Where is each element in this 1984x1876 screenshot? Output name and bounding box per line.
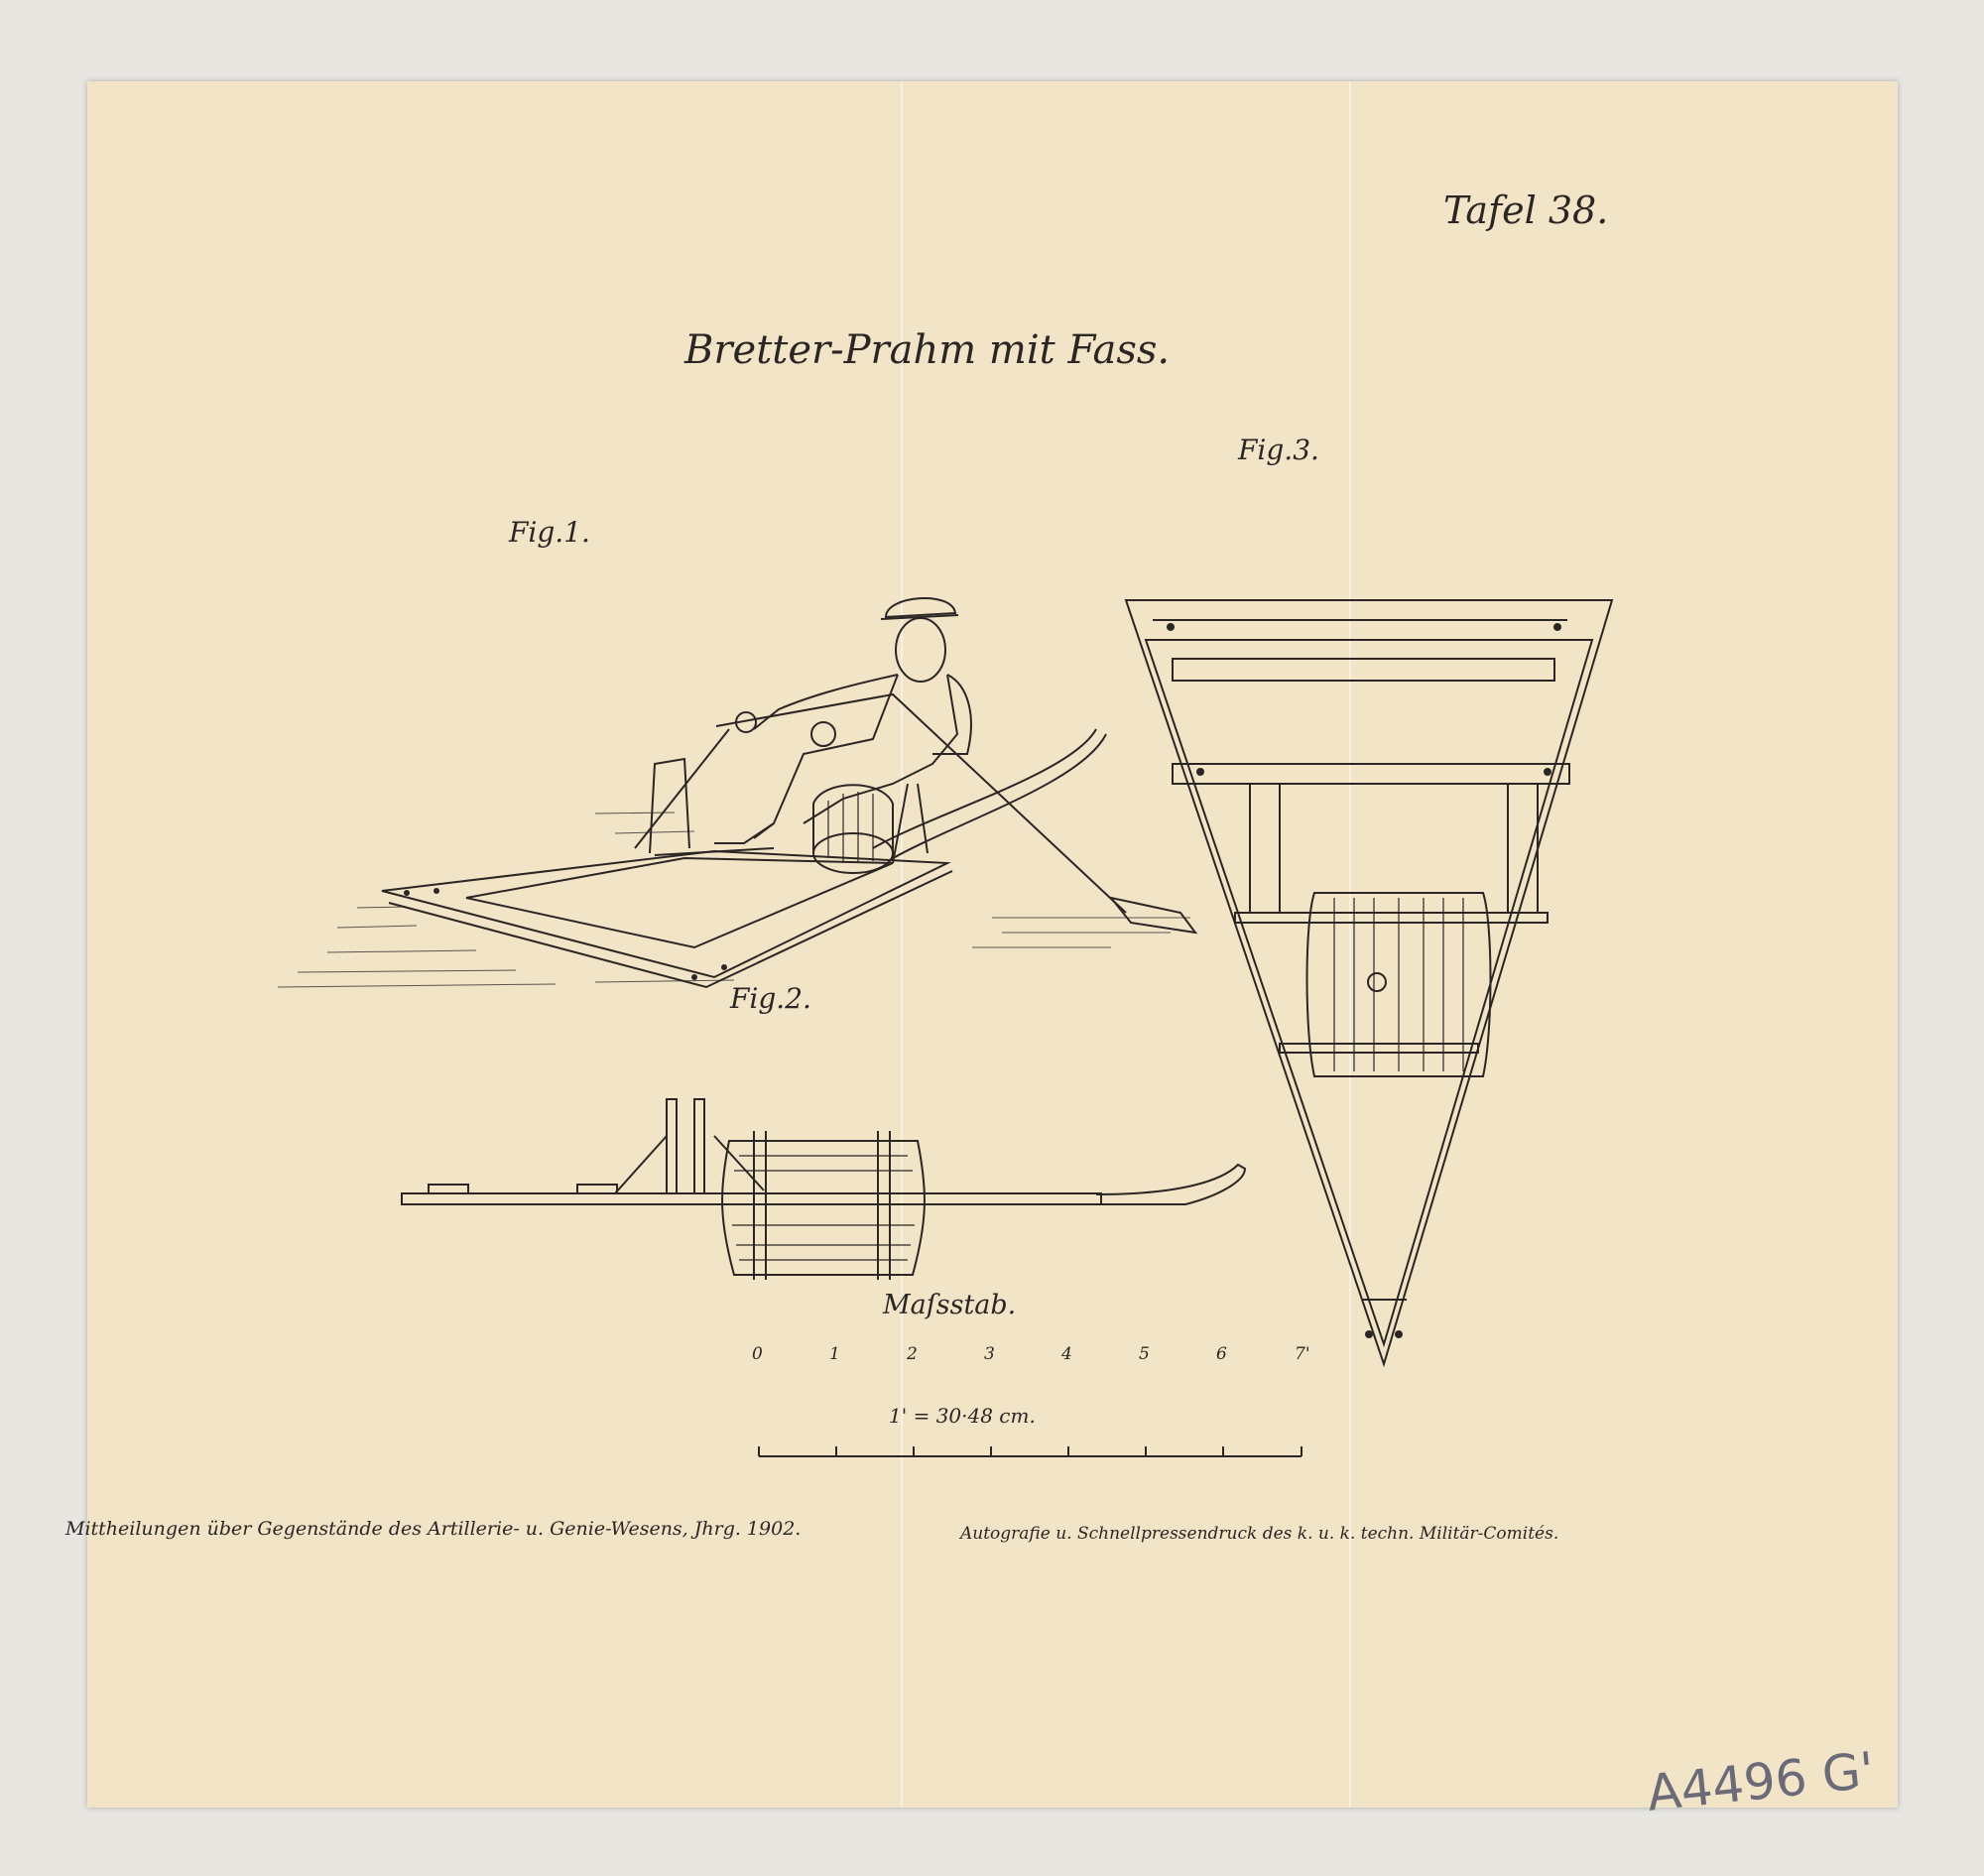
fig3-label: Fig.3.	[1238, 434, 1319, 466]
handwritten-call-number: A4496 G'	[1644, 1741, 1878, 1822]
fig1-drawing	[278, 598, 1195, 987]
fig3-drawing	[1126, 600, 1612, 1364]
scale-tick-label: 2	[907, 1344, 918, 1364]
scale-bar	[759, 1446, 1302, 1456]
scale-conversion: 1' = 30·48 cm.	[889, 1404, 1036, 1428]
page-title: Bretter-Prahm mit Fass.	[684, 327, 1171, 373]
fig2-label: Fig.2.	[730, 982, 811, 1015]
scale-tick-label: 0	[752, 1344, 763, 1364]
scale-tick-label: 7'	[1295, 1344, 1310, 1364]
plate-number: Tafel 38.	[1443, 188, 1609, 232]
fig2-drawing	[402, 1099, 1245, 1280]
scale-tick-label: 3	[984, 1344, 995, 1364]
scale-tick-label: 5	[1139, 1344, 1150, 1364]
footer-publication: Mittheilungen über Gegenstände des Artillerie- u. Genie-Wesens, Jhrg. 1902.	[65, 1518, 802, 1540]
scale-tick-label: 4	[1061, 1344, 1072, 1364]
footer-printer: Autografie u. Schnellpressendruck des k. u. k. techn. Militär-Comités.	[960, 1524, 1559, 1544]
scale-tick-label: 1	[829, 1344, 840, 1364]
fig1-label: Fig.1.	[509, 516, 590, 549]
scale-title: Maſsstab.	[883, 1290, 1017, 1320]
scale-tick-label: 6	[1216, 1344, 1227, 1364]
